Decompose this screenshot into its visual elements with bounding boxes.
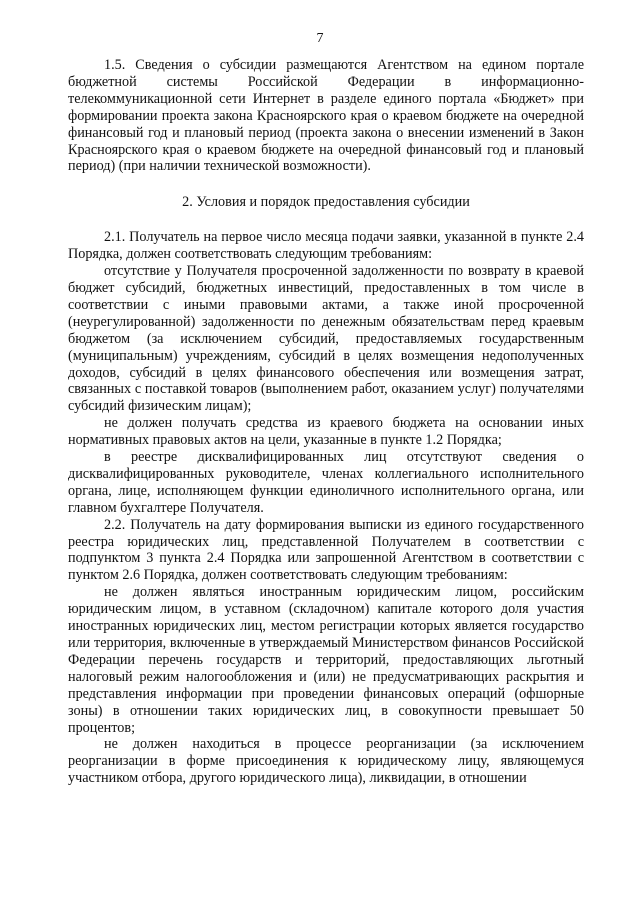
paragraph-requirement-reorganization: не должен находиться в процессе реорганизации (за исключением реорганизации в форме присоединения к юридическому лицу, являющемуся участником отбора, другого юридического лица), ликвидации, в отношении (68, 736, 584, 787)
paragraph-requirement-foreign: не должен являться иностранным юридическим лицом, российским юридическим лицом, в уставном (складочном) капитале которого доля участия иностранных юридических лиц, местом регистрации которых является государство или территория, включенные в утверждаемый Министерством финансов Российской Федерации перечень государств и территорий, предоставляющих льготный налоговый режим налогообложения и (или) не предусматривающих раскрытия и представления информации при проведении финансовых операций (офшорные зоны) в отношении таких юридических лиц, в совокупности превышает 50 процентов; (68, 584, 584, 736)
paragraph-requirement-no-funds: не должен получать средства из краевого бюджета на основании иных нормативных правовых актов на цели, указанные в пункте 1.2 Порядка; (68, 415, 584, 449)
section-heading: 2. Условия и порядок предоставления субсидии (182, 194, 470, 211)
document-body (68, 57, 584, 787)
paragraph-1-5: 1.5. Сведения о субсидии размещаются Агентством на едином портале бюджетной системы Российской Федерации в информационно-телекоммуникационной сети Интернет в разделе единого портала «Бюджет» при формировании проекта закона Красноярского края о краевом бюджете на очередной финансовый год и плановый период (проекта закона о внесении изменений в Закон Красноярского края о краевом бюджете на очередной финансовый год и плановый период) (при наличии технической возможности). (68, 57, 584, 175)
paragraph-requirement-debt: отсутствие у Получателя просроченной задолженности по возврату в краевой бюджет субсидий, бюджетных инвестиций, предоставленных в том числе в соответствии с иными правовыми актами, а также иной просроченной (неурегулированной) задолженности по денежным обязательствам перед краевым бюджетом (за исключением субсидий, предоставляемых государственным (муниципальным) учреждениям, субсидий в целях возмещения недополученных доходов, субсидий в целях финансового обеспечения или возмещения затрат, связанных с поставкой товаров (выполнением работ, оказанием услуг) получателями субсидий физическим лицам); (68, 263, 584, 415)
paragraph-2-2: 2.2. Получатель на дату формирования выписки из единого государственного реестра юридических лиц, представленной Получателем в соответствии с подпунктом 3 пункта 2.4 Порядка или запрошенной Агентством в соответствии с пунктом 2.6 Порядка, должен соответствовать следующим требованиям: (68, 516, 584, 584)
paragraph-requirement-registry: в реестре дисквалифицированных лиц отсутствуют сведения о дисквалифицированных руководителе, членах коллегиального исполнительного органа, лице, исполняющем функции единоличного исполнительного органа, или главном бухгалтере Получателя. (68, 449, 584, 516)
page-number: 7 (316, 31, 324, 46)
paragraph-2-1: 2.1. Получатель на первое число месяца подачи заявки, указанной в пункте 2.4 Порядка, должен соответствовать следующим требованиям: (68, 229, 584, 263)
